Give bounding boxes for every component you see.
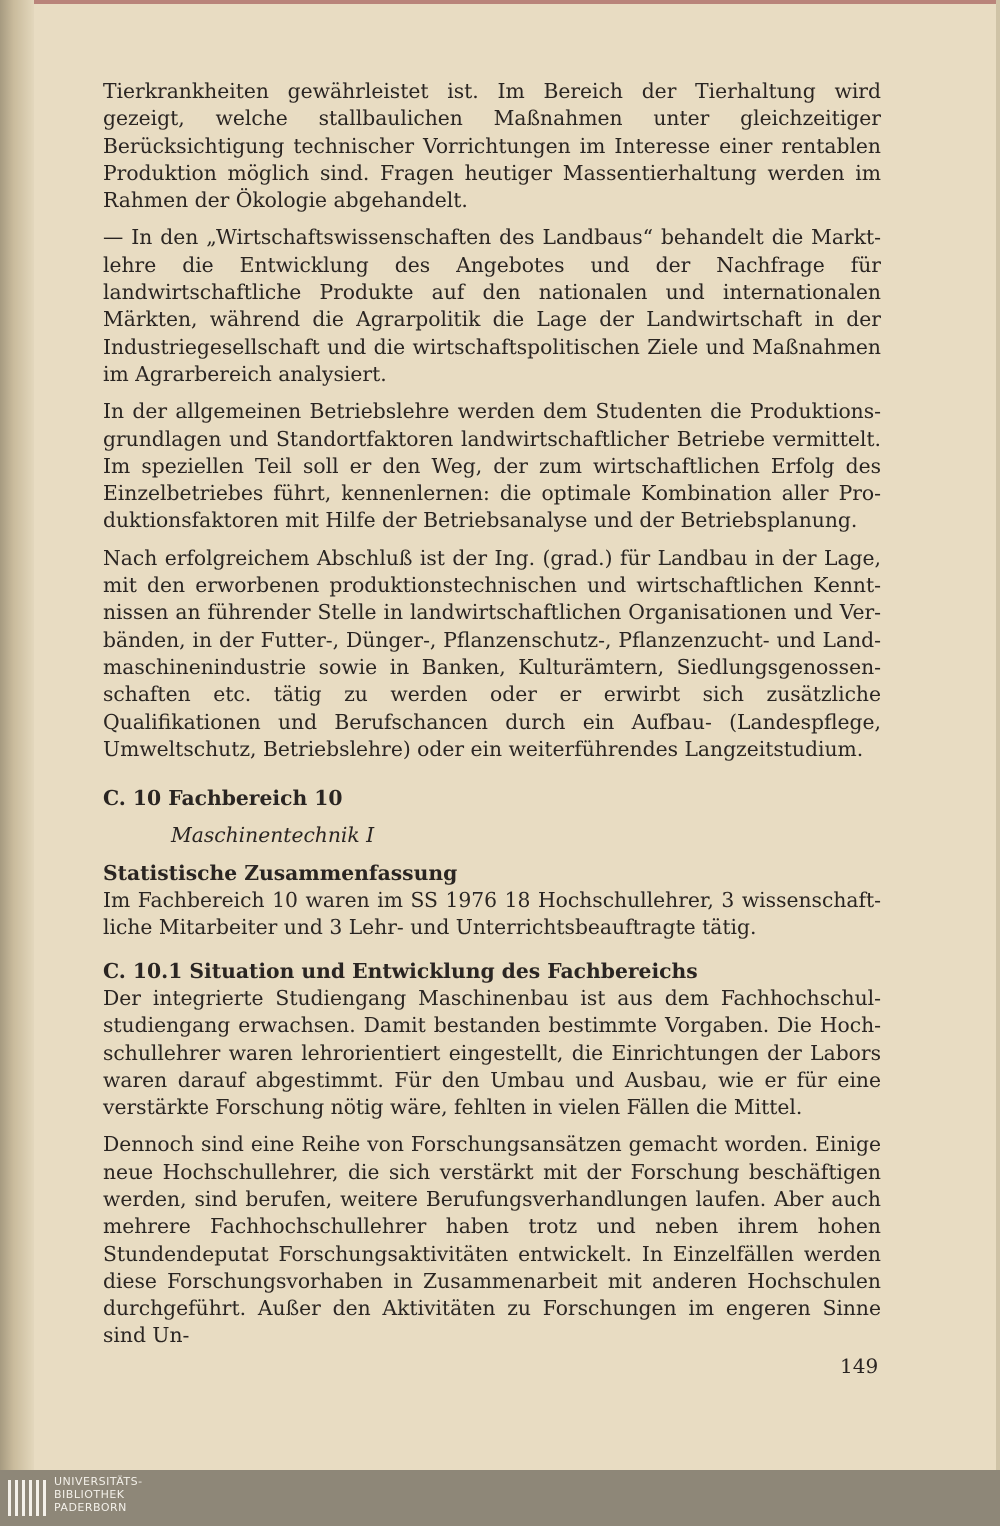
section-heading-c10: C. 10 Fachbereich 10 bbox=[103, 786, 343, 811]
library-name-line-3: PADERBORN bbox=[54, 1501, 127, 1514]
paragraph-statistik: Im Fachbereich 10 waren im SS 1976 18 Hochschullehrer, 3 wissenschaftliche Mitarbeiter und 3 Lehr- und Unterrichtsbeauftragte tätig. bbox=[103, 888, 881, 940]
section-subtitle-maschinentechnik: Maschinentechnik I bbox=[171, 823, 375, 848]
paragraph-tierhaltung: Tierkrankheiten gewährleistet ist. Im Bereich der Tierhaltung wird gezeigt, welche stallbaulichen Maßnahmen unter gleichzeitiger Berücksichtigung technischer Vorrichtungen im Interesse einer rentablen Produktion möglich sind. Fragen heutiger Massentierhaltung werden im Rahmen der Ökologie abgehandelt. bbox=[103, 79, 881, 213]
paragraph-abschluss: Nach erfolgreichem Abschluß ist der Ing. (grad.) für Landbau in der Lage, mit den erworbenen produktionstechnischen und wirtschaftlichen Kenntnissen an führender Stelle in landwirtschaftlichen Organisationen und Verbänden, in der Futter-, Dünger-, Pflanzenschutz-, Pflanzenzucht- und Landmaschinenindustrie sowie in Banken, Kulturämtern, Siedlungsgenossenschaften etc. tätig zu werden oder er erwirbt sich zusätzliche Qualifikationen und Berufschancen durch ein Aufbau- (Landespflege, Umweltschutz, Betriebslehre) oder ein weiterführendes Langzeitstudium. bbox=[103, 545, 881, 761]
page-number: 149 bbox=[840, 1354, 879, 1378]
library-logo-icon bbox=[6, 1476, 48, 1520]
heading-statistische-zusammenfassung: Statistische Zusammenfassung bbox=[103, 860, 458, 885]
body-text bbox=[103, 78, 881, 1360]
library-footer bbox=[0, 1470, 1000, 1526]
page-top-edge bbox=[0, 0, 1000, 4]
section-heading-c10-1: C. 10.1 Situation und Entwicklung des Fachbereichs bbox=[103, 958, 698, 983]
page-right-edge bbox=[996, 0, 1000, 1470]
paragraph-forschung: Dennoch sind eine Reihe von Forschungsansätzen gemacht worden. Einige neue Hochschullehrer, die sich verstärkt mit der Forschung beschäftigen werden, sind berufen, weitere Berufungsverhandlungen laufen. Aber auch mehrere Fachhochschullehrer haben trotz und neben ihrem hohen Stundendeputat Forschungsaktivitäten entwickelt. In Einzelfällen werden diese Forschungsvorhaben in Zusammenarbeit mit anderen Hochschulen durchgeführt. Außer den Aktivitäten zu Forschungen im engeren Sinne sind Un- bbox=[103, 1132, 881, 1348]
library-name-line-2: BIBLIOTHEK bbox=[54, 1488, 125, 1501]
paragraph-wirtschaftswissenschaften: — In den „Wirtschaftswissenschaften des Landbaus“ behandelt die Marktlehre die Entwicklung des Angebotes und der Nachfrage für landwirtschaftliche Produkte auf den nationalen und internationalen Märkten, während die Agrarpolitik die Lage der Landwirtschaft in der Industriegesellschaft und die wirtschaftspolitischen Ziele und Maßnahmen im Agrarbereich analysiert. bbox=[103, 225, 881, 386]
paragraph-betriebslehre: In der allgemeinen Betriebslehre werden dem Studenten die Produktionsgrundlagen und Standortfaktoren landwirtschaftlicher Betriebe vermittelt. Im speziellen Teil soll er den Weg, der zum wirtschaftlichen Erfolg des Einzelbetriebes führt, kennenlernen: die optimale Kombination aller Produktionsfaktoren mit Hilfe der Betriebsanalyse und der Betriebsplanung. bbox=[103, 399, 881, 533]
library-name bbox=[54, 1475, 143, 1514]
library-name-line-1: UNIVERSITÄTS- bbox=[54, 1475, 143, 1488]
paragraph-studiengang: Der integrierte Studiengang Maschinenbau ist aus dem Fachhochschulstudiengang erwachsen. Damit bestanden bestimmte Vorgaben. Die Hochschullehrer waren lehrorientiert eingestellt, die Einrichtungen der Labors waren darauf abgestimmt. Für den Umbau und Ausbau, wie er für eine verstärkte Forschung nötig wäre, fehlten in vielen Fällen die Mittel. bbox=[103, 985, 881, 1120]
binding-shadow bbox=[0, 0, 34, 1470]
